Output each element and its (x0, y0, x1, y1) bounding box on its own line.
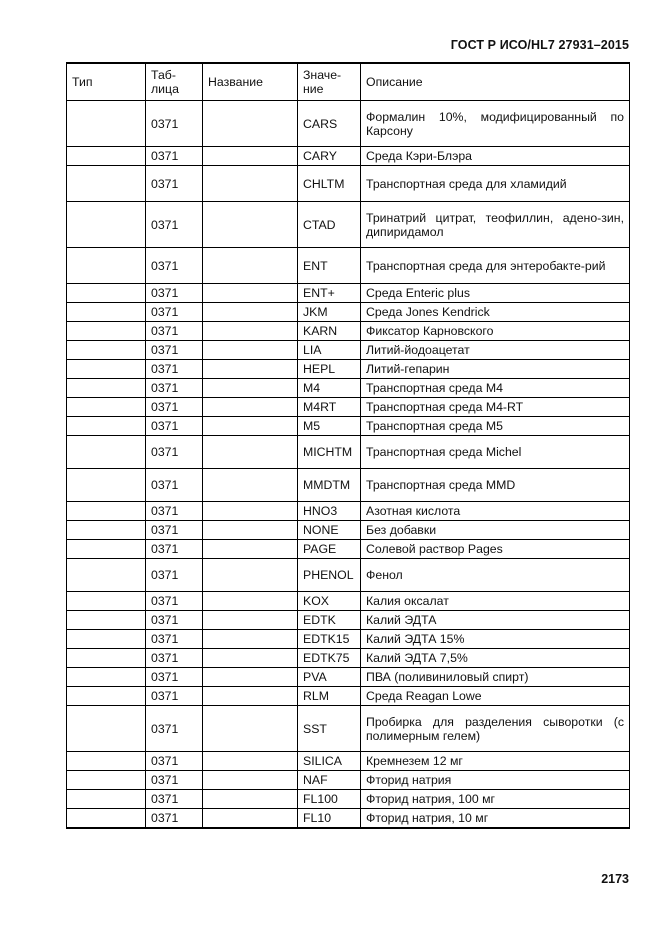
cell-table: 0371 (146, 360, 203, 379)
cell-value: FL10 (298, 809, 361, 829)
cell-table: 0371 (146, 687, 203, 706)
cell-type (67, 790, 146, 809)
cell-description: Транспортная среда для хламидий (361, 166, 630, 202)
cell-description: ПВА (поливиниловый спирт) (361, 668, 630, 687)
table-row (67, 322, 630, 341)
cell-value: KARN (298, 322, 361, 341)
cell-name (203, 341, 298, 360)
cell-description: Транспортная среда Michel (361, 436, 630, 469)
cell-name (203, 502, 298, 521)
cell-name (203, 166, 298, 202)
cell-name (203, 202, 298, 248)
table-row (67, 592, 630, 611)
table-row (67, 248, 630, 284)
cell-value: HNO3 (298, 502, 361, 521)
table-row (67, 809, 630, 829)
cell-name (203, 540, 298, 559)
table-row (67, 398, 630, 417)
table-row (67, 611, 630, 630)
cell-value: CARY (298, 147, 361, 166)
cell-description: Калия оксалат (361, 592, 630, 611)
cell-value: LIA (298, 341, 361, 360)
cell-name (203, 809, 298, 829)
cell-description: Калий ЭДТА (361, 611, 630, 630)
table-row (67, 469, 630, 502)
cell-description: Кремнезем 12 мг (361, 752, 630, 771)
cell-description: Фиксатор Карновского (361, 322, 630, 341)
table-row (67, 630, 630, 649)
cell-table: 0371 (146, 166, 203, 202)
cell-table: 0371 (146, 649, 203, 668)
cell-description: Транспортная среда M4-RT (361, 398, 630, 417)
table-row (67, 668, 630, 687)
cell-table: 0371 (146, 521, 203, 540)
cell-name (203, 469, 298, 502)
cell-description: Литий-йодоацетат (361, 341, 630, 360)
cell-table: 0371 (146, 592, 203, 611)
cell-type (67, 687, 146, 706)
cell-description: Калий ЭДТА 15% (361, 630, 630, 649)
cell-type (67, 248, 146, 284)
cell-table: 0371 (146, 771, 203, 790)
cell-type (67, 469, 146, 502)
cell-description: Литий-гепарин (361, 360, 630, 379)
cell-value: RLM (298, 687, 361, 706)
cell-table: 0371 (146, 417, 203, 436)
cell-type (67, 101, 146, 147)
cell-table: 0371 (146, 398, 203, 417)
cell-value: JKM (298, 303, 361, 322)
cell-value: NAF (298, 771, 361, 790)
cell-type (67, 360, 146, 379)
column-header-table: Таб- лица (146, 63, 203, 101)
cell-table: 0371 (146, 630, 203, 649)
cell-name (203, 752, 298, 771)
cell-name (203, 521, 298, 540)
cell-value: ENT (298, 248, 361, 284)
cell-name (203, 630, 298, 649)
specimen-additive-table (66, 62, 630, 829)
cell-description: Среда Enteric plus (361, 284, 630, 303)
cell-name (203, 360, 298, 379)
cell-name (203, 649, 298, 668)
cell-value: SILICA (298, 752, 361, 771)
cell-value: PVA (298, 668, 361, 687)
table-row (67, 101, 630, 147)
cell-value: MMDTM (298, 469, 361, 502)
cell-type (67, 559, 146, 592)
cell-value: EDTK75 (298, 649, 361, 668)
cell-description: Без добавки (361, 521, 630, 540)
cell-name (203, 147, 298, 166)
cell-description: Среда Кэри-Блэра (361, 147, 630, 166)
table-row (67, 436, 630, 469)
cell-value: HEPL (298, 360, 361, 379)
cell-description: Транспортная среда М5 (361, 417, 630, 436)
cell-type (67, 379, 146, 398)
cell-type (67, 341, 146, 360)
cell-table: 0371 (146, 790, 203, 809)
cell-table: 0371 (146, 303, 203, 322)
cell-description: Азотная кислота (361, 502, 630, 521)
column-header-name: Название (203, 63, 298, 101)
cell-type (67, 771, 146, 790)
cell-value: PAGE (298, 540, 361, 559)
cell-type (67, 284, 146, 303)
cell-table: 0371 (146, 202, 203, 248)
cell-type (67, 809, 146, 829)
cell-description: Фторид натрия (361, 771, 630, 790)
cell-type (67, 436, 146, 469)
cell-type (67, 202, 146, 248)
table-row (67, 166, 630, 202)
cell-description: Фторид натрия, 100 мг (361, 790, 630, 809)
cell-table: 0371 (146, 147, 203, 166)
cell-description: Тринатрий цитрат, теофиллин, адено-зин, дипиридамол (361, 202, 630, 248)
cell-description: Фторид натрия, 10 мг (361, 809, 630, 829)
cell-table: 0371 (146, 668, 203, 687)
cell-value: M4 (298, 379, 361, 398)
cell-table: 0371 (146, 611, 203, 630)
cell-name (203, 322, 298, 341)
cell-table: 0371 (146, 469, 203, 502)
cell-name (203, 611, 298, 630)
cell-type (67, 147, 146, 166)
cell-table: 0371 (146, 706, 203, 752)
table-row (67, 649, 630, 668)
cell-name (203, 687, 298, 706)
table-row (67, 752, 630, 771)
cell-table: 0371 (146, 101, 203, 147)
cell-value: CARS (298, 101, 361, 147)
cell-description: Транспортная среда MMD (361, 469, 630, 502)
cell-name (203, 303, 298, 322)
table-row (67, 559, 630, 592)
cell-value: SST (298, 706, 361, 752)
table-row (67, 521, 630, 540)
cell-description: Транспортная среда М4 (361, 379, 630, 398)
cell-value: NONE (298, 521, 361, 540)
cell-table: 0371 (146, 284, 203, 303)
cell-type (67, 752, 146, 771)
cell-table: 0371 (146, 752, 203, 771)
cell-type (67, 502, 146, 521)
cell-description: Среда Jones Kendrick (361, 303, 630, 322)
cell-name (203, 592, 298, 611)
cell-description: Пробирка для разделения сыворотки (с полимерным гелем) (361, 706, 630, 752)
cell-value: CTAD (298, 202, 361, 248)
table-row (67, 379, 630, 398)
cell-name (203, 398, 298, 417)
cell-table: 0371 (146, 502, 203, 521)
table-row (67, 284, 630, 303)
cell-type (67, 398, 146, 417)
cell-value: M4RT (298, 398, 361, 417)
cell-table: 0371 (146, 540, 203, 559)
cell-name (203, 559, 298, 592)
table-header-row (67, 63, 630, 101)
cell-type (67, 521, 146, 540)
cell-value: FL100 (298, 790, 361, 809)
cell-name (203, 436, 298, 469)
cell-value: MICHTM (298, 436, 361, 469)
cell-table: 0371 (146, 436, 203, 469)
cell-value: EDTK15 (298, 630, 361, 649)
table-row (67, 706, 630, 752)
cell-value: M5 (298, 417, 361, 436)
cell-description: Транспортная среда для энтеробакте-рий (361, 248, 630, 284)
cell-name (203, 706, 298, 752)
cell-name (203, 248, 298, 284)
table-row (67, 502, 630, 521)
cell-table: 0371 (146, 379, 203, 398)
cell-table: 0371 (146, 341, 203, 360)
cell-description: Среда Reagan Lowe (361, 687, 630, 706)
cell-value: CHLTM (298, 166, 361, 202)
document-header: ГОСТ Р ИСО/HL7 27931–2015 (450, 38, 629, 52)
table-row (67, 771, 630, 790)
table-row (67, 147, 630, 166)
column-header-description: Описание (361, 63, 630, 101)
table-row (67, 790, 630, 809)
cell-type (67, 322, 146, 341)
column-header-type: Тип (67, 63, 146, 101)
page-number: 2173 (601, 872, 629, 886)
table-row (67, 687, 630, 706)
cell-type (67, 649, 146, 668)
cell-description: Калий ЭДТА 7,5% (361, 649, 630, 668)
cell-value: EDTK (298, 611, 361, 630)
table-row (67, 341, 630, 360)
cell-name (203, 101, 298, 147)
cell-type (67, 611, 146, 630)
cell-type (67, 303, 146, 322)
cell-type (67, 630, 146, 649)
cell-value: PHENOL (298, 559, 361, 592)
cell-value: KOX (298, 592, 361, 611)
cell-name (203, 379, 298, 398)
cell-table: 0371 (146, 322, 203, 341)
cell-value: ENT+ (298, 284, 361, 303)
cell-name (203, 771, 298, 790)
cell-type (67, 540, 146, 559)
cell-name (203, 790, 298, 809)
table-row (67, 202, 630, 248)
cell-description: Формалин 10%, модифицированный по Карсону (361, 101, 630, 147)
column-header-value: Значе- ние (298, 63, 361, 101)
cell-type (67, 706, 146, 752)
cell-type (67, 592, 146, 611)
cell-description: Фенол (361, 559, 630, 592)
cell-table: 0371 (146, 248, 203, 284)
cell-name (203, 417, 298, 436)
cell-type (67, 166, 146, 202)
cell-type (67, 417, 146, 436)
cell-type (67, 668, 146, 687)
table-row (67, 303, 630, 322)
cell-description: Солевой раствор Pages (361, 540, 630, 559)
cell-name (203, 284, 298, 303)
table-row (67, 540, 630, 559)
table-row (67, 360, 630, 379)
cell-name (203, 668, 298, 687)
cell-table: 0371 (146, 559, 203, 592)
cell-table: 0371 (146, 809, 203, 829)
table-row (67, 417, 630, 436)
